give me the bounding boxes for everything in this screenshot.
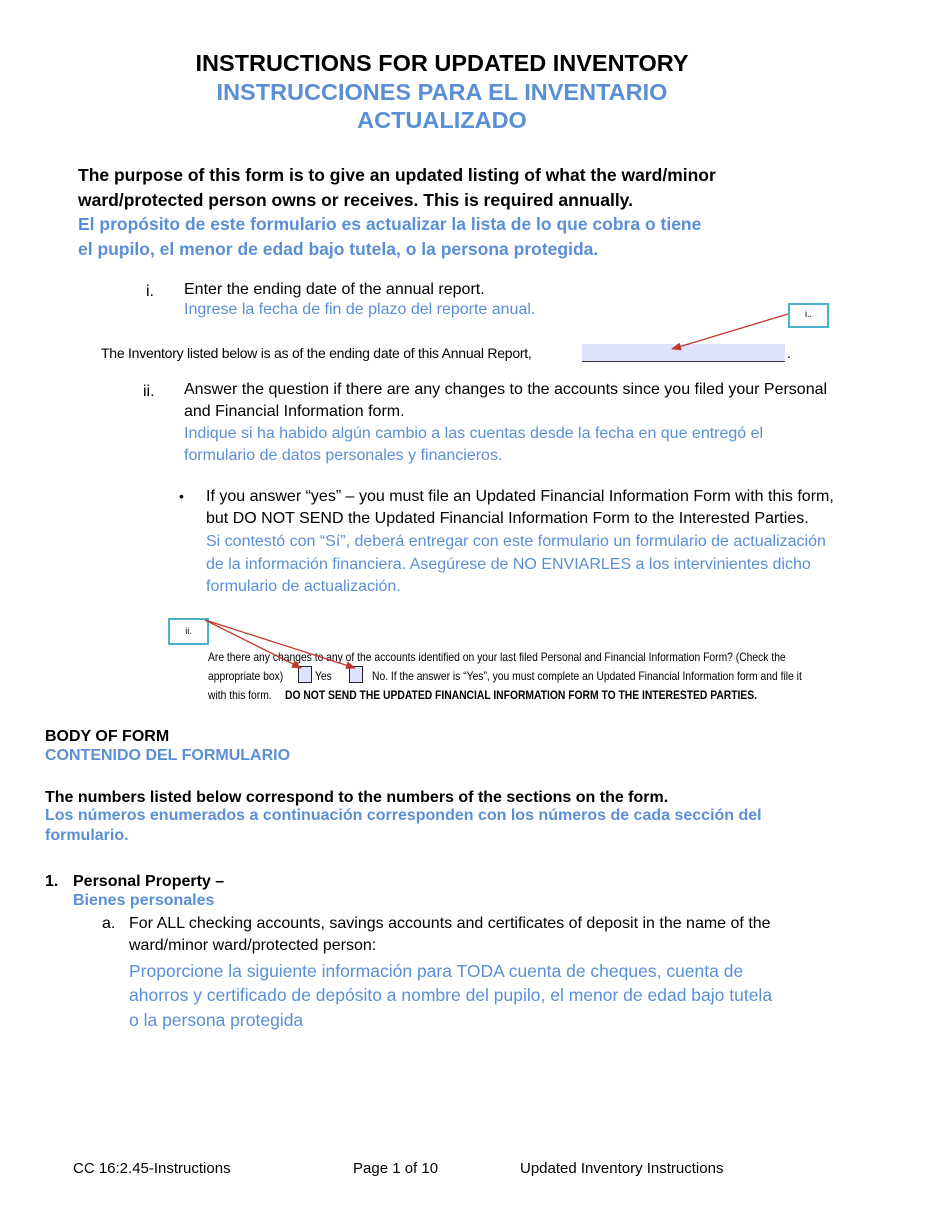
item-a-en-line2: ward/minor ward/protected person:: [129, 937, 377, 954]
bullet-es-line3: formulario de actualización.: [206, 578, 401, 595]
form-inventory-date-period: .: [787, 345, 791, 361]
form-inventory-date-line: The Inventory listed below is as of the ending date of this Annual Report,: [101, 345, 532, 361]
item-a-es-line2: ahorros y certificado de depósito a nombre del pupilo, el menor de edad bajo tutela: [129, 985, 773, 1005]
item-a-en-line1: For ALL checking accounts, savings accounts and certificates of deposit in the name of the: [129, 915, 771, 932]
footer-page-number: Page 1 of 10: [353, 1160, 439, 1177]
section1-title-en: Personal Property –: [73, 873, 225, 890]
step-ii-numeral: ii.: [143, 383, 155, 400]
item-a-es-line1: Proporcione la siguiente información para TODA cuenta de cheques, cuenta de: [129, 961, 744, 981]
callout-ii-label: ii.: [168, 618, 209, 645]
arrow-ii-no: [205, 620, 355, 668]
yes-label: Yes: [315, 669, 332, 683]
step-ii-es-line2: formulario de datos personales y financieros.: [184, 447, 503, 464]
purpose-en-line1: The purpose of this form is to give an updated listing of what the ward/minor: [78, 165, 716, 185]
title-es-line1: INSTRUCCIONES PARA EL INVENTARIO: [216, 79, 668, 105]
section1-number: 1.: [45, 873, 59, 890]
callout-i-label: i..: [788, 303, 829, 328]
item-a-es-line3: o la persona protegida: [129, 1010, 304, 1030]
bullet-en-line1: If you answer “yes” – you must file an Updated Financial Information Form with this form,: [206, 488, 834, 505]
numbers-note-en: The numbers listed below correspond to the numbers of the sections on the form.: [45, 789, 669, 806]
purpose-en-line2: ward/protected person owns or receives. This is required annually.: [78, 190, 633, 210]
section1-title-es: Bienes personales: [73, 892, 215, 909]
title-en: INSTRUCTIONS FOR UPDATED INVENTORY: [195, 50, 689, 76]
step-i-es: Ingrese la fecha de fin de plazo del reporte anual.: [184, 301, 536, 318]
step-i-numeral: i.: [146, 283, 154, 300]
bullet-es-line1: Si contestó con “Sí”, deberá entregar con este formulario un formulario de actualización: [206, 533, 826, 550]
body-heading-en: BODY OF FORM: [45, 728, 170, 745]
step-i-en: Enter the ending date of the annual report.: [184, 281, 485, 298]
form-changes-question-line3b: DO NOT SEND THE UPDATED FINANCIAL INFORMATION FORM TO THE INTERESTED PARTIES.: [285, 688, 758, 702]
numbers-note-es-line1: Los números enumerados a continuación corresponden con los números de cada sección del: [45, 807, 762, 824]
form-changes-question-line1: Are there any changes to any of the accounts identified on your last filed Personal and Financial Information Form? (Check the: [208, 650, 786, 664]
form-changes-question-line3a: with this form.: [208, 688, 272, 702]
step-ii-en-line1: Answer the question if there are any changes to the accounts since you filed your Personal: [184, 381, 828, 398]
bullet-en-line2: but DO NOT SEND the Updated Financial Information Form to the Interested Parties.: [206, 510, 809, 527]
bullet-es-line2: de la información financiera. Asegúrese de NO ENVIARLES a los intervinientes dicho: [206, 556, 811, 573]
purpose-es-line2: el pupilo, el menor de edad bajo tutela, o la persona protegida.: [78, 239, 599, 259]
bullet-dot: •: [179, 488, 184, 504]
footer-form-id: CC 16:2.45-Instructions: [73, 1160, 231, 1177]
numbers-note-es-line2: formulario.: [45, 827, 129, 844]
step-ii-en-line2: and Financial Information form.: [184, 403, 405, 420]
arrow-ii-yes: [205, 620, 301, 668]
title-es-line2: ACTUALIZADO: [357, 107, 527, 133]
item-a-letter: a.: [102, 915, 116, 932]
body-heading-es: CONTENIDO DEL FORMULARIO: [45, 747, 291, 764]
step-ii-es-line1: Indique si ha habido algún cambio a las cuentas desde la fecha en que entregó el: [184, 425, 764, 442]
arrow-i: [672, 314, 788, 349]
purpose-es-line1: El propósito de este formulario es actualizar la lista de lo que cobra o tiene: [78, 214, 702, 234]
footer-doc-title: Updated Inventory Instructions: [520, 1160, 724, 1177]
form-changes-question-line2: appropriate box): [208, 669, 284, 683]
no-label-rest: No. If the answer is “Yes”, you must complete an Updated Financial Information form and file it: [372, 669, 802, 683]
